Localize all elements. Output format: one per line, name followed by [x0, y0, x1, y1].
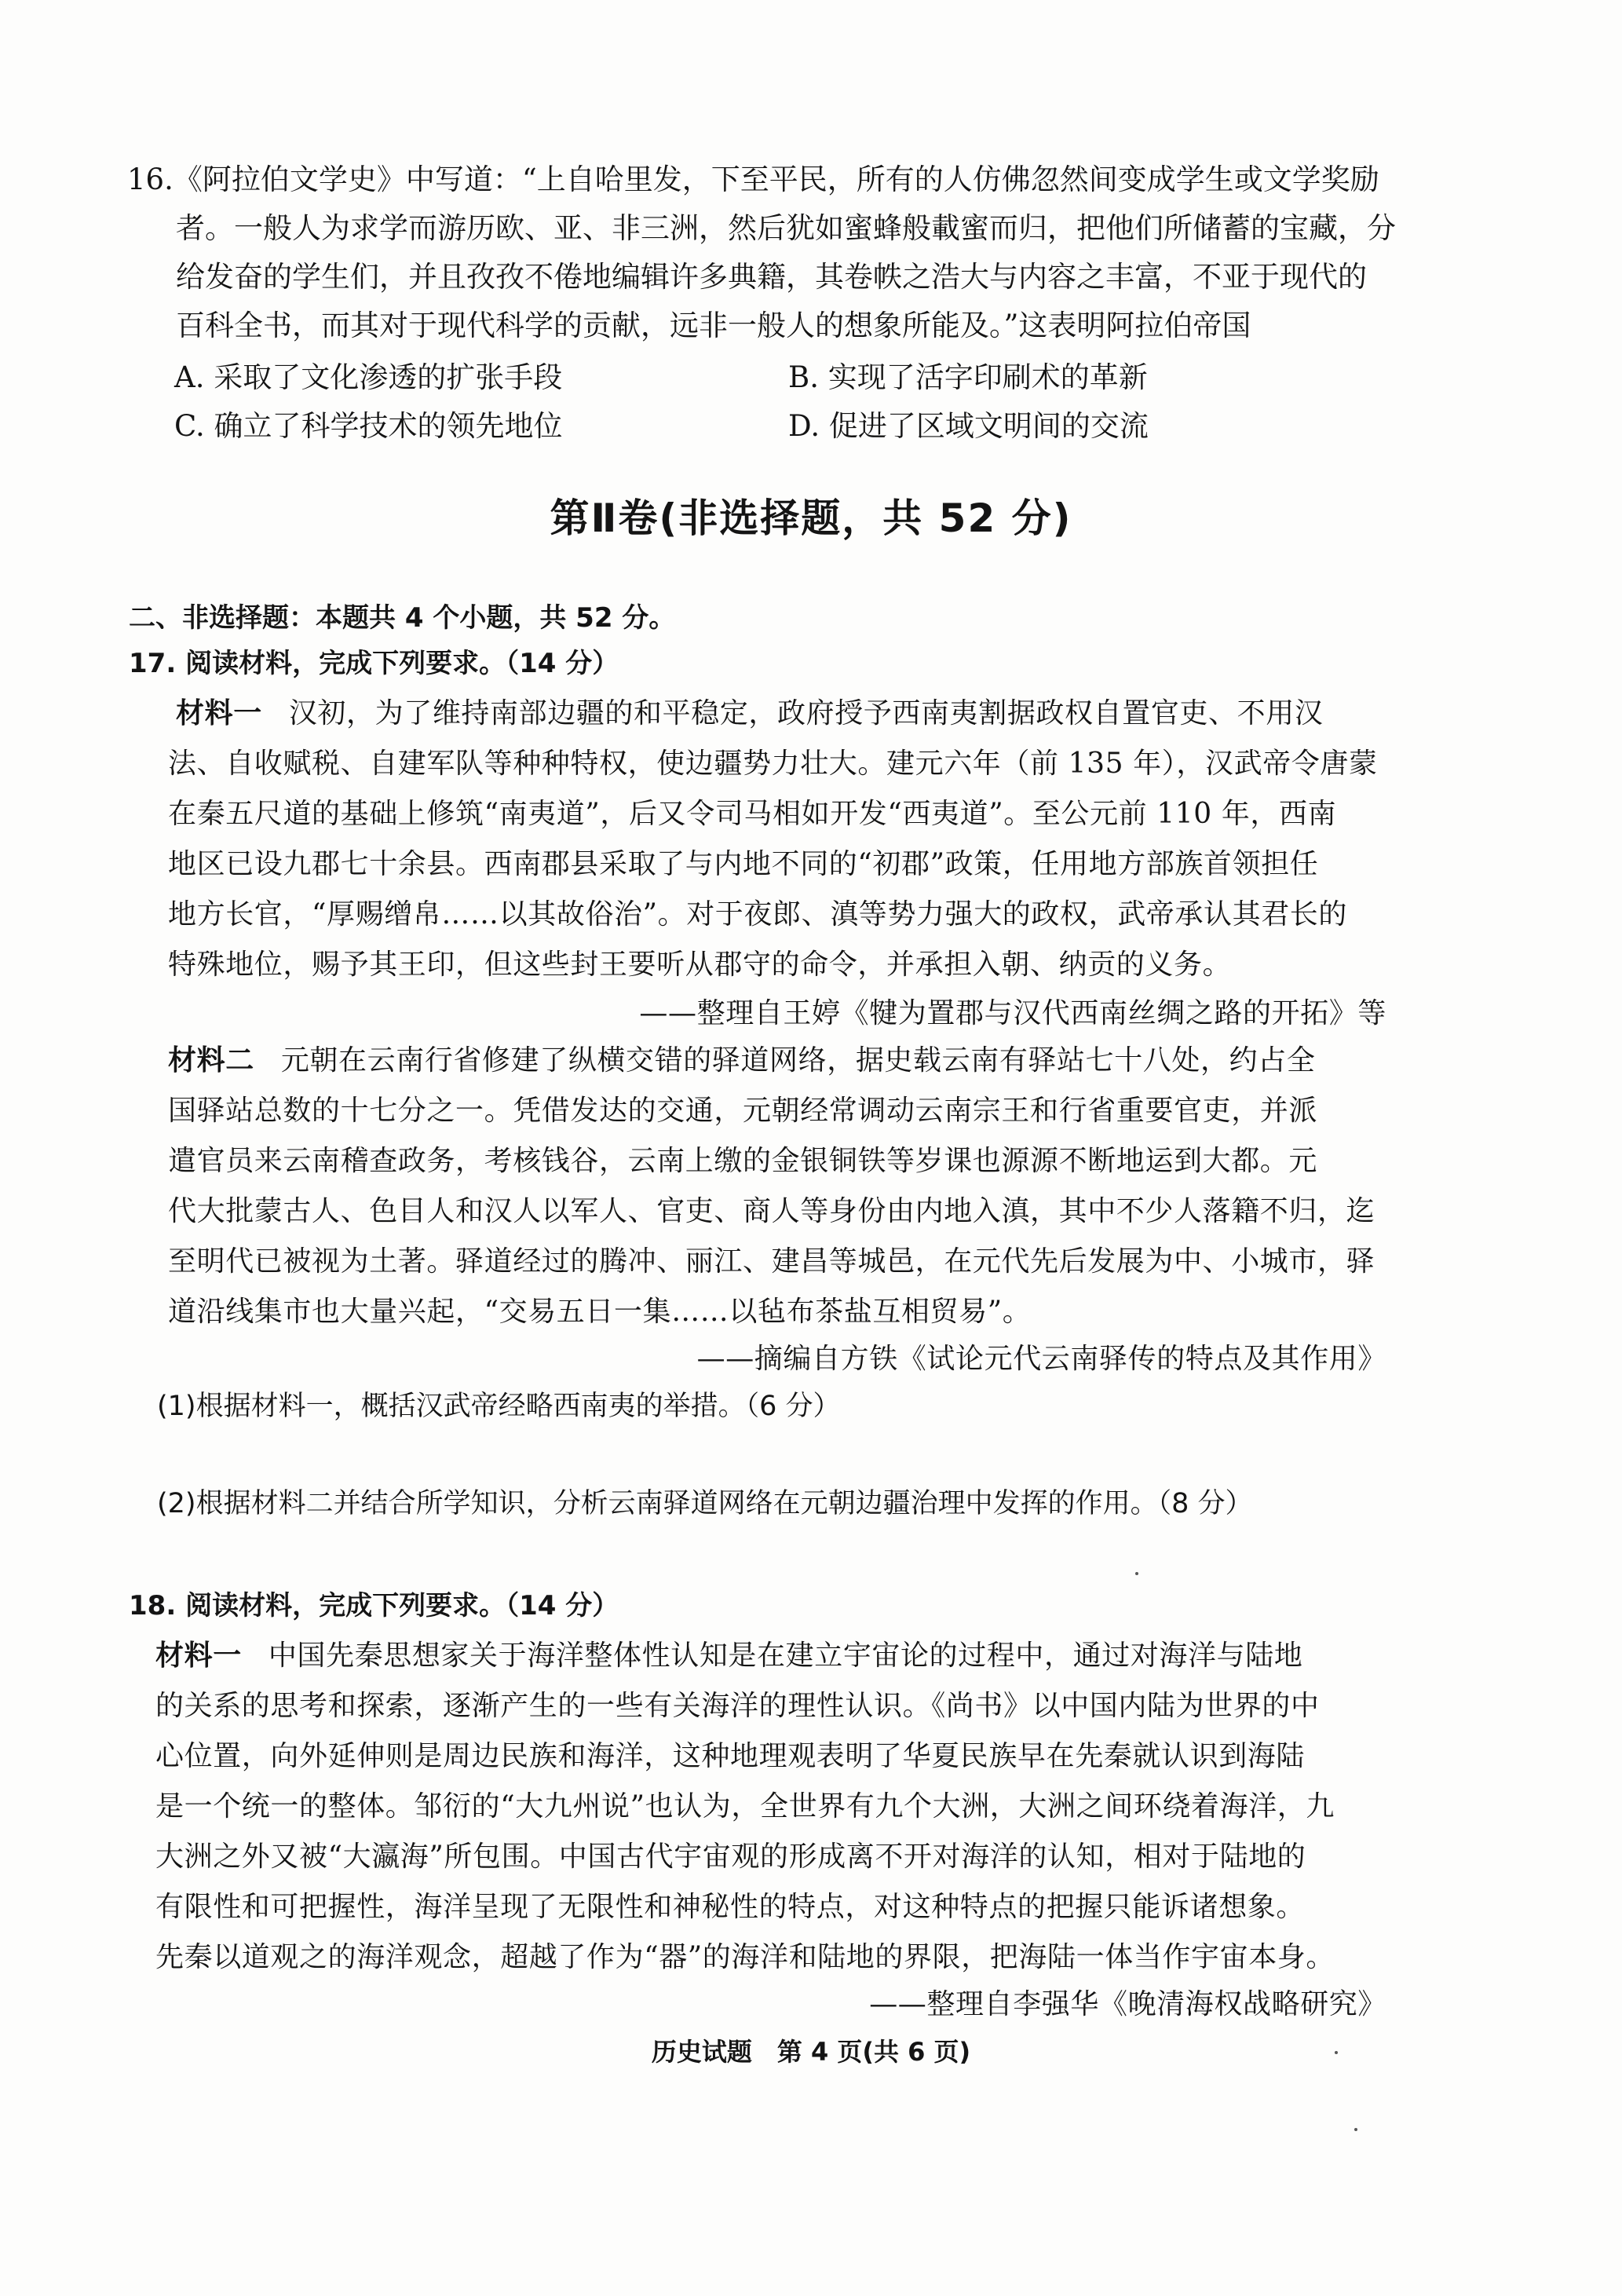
q17-stem: 17. 阅读材料，完成下列要求。（14 分）: [129, 648, 619, 679]
q17-material-1-label: 材料一: [176, 697, 262, 729]
q16-option-b: B. 实现了活字印刷术的革新: [788, 360, 1148, 394]
q16-line-3: 给发奋的学生们，并且孜孜不倦地编辑许多典籍，其卷帙之浩大与内容之丰富，不亚于现代的: [176, 260, 1367, 294]
q18-m1-line-5: 大洲之外又被“大瀛海”所包围。中国古代宇宙观的形成离不开对海洋的认知，相对于陆地的: [155, 1841, 1306, 1873]
q17-material-2-first-line: [168, 1038, 1315, 1084]
scan-speck: [1135, 1572, 1138, 1575]
q16-option-c: C. 确立了科学技术的领先地位: [174, 409, 563, 443]
q18-m1-line-1: 中国先秦思想家关于海洋整体性认知是在建立宇宙论的过程中，通过对海洋与陆地: [268, 1640, 1303, 1672]
q17-m2-line-5: 至明代已被视为土著。驿道经过的腾冲、丽江、建昌等城邑，在元代先后发展为中、小城市，驿: [168, 1245, 1375, 1278]
q16-line-2: 者。一般人为求学而游历欧、亚、非三洲，然后犹如蜜蜂般載蜜而归，把他们所储蓄的宝藏，分: [176, 211, 1396, 245]
q17-m2-line-4: 代大批蒙古人、色目人和汉人以军人、官吏、商人等身份由内地入滇，其中不少人落籍不归，迄: [168, 1195, 1375, 1227]
q16-option-d: D. 促进了区域文明间的交流: [788, 409, 1149, 443]
q16-option-a: A. 采取了文化渗透的扩张手段: [174, 360, 563, 394]
q17-m1-line-3: 在秦五尺道的基础上修筑“南夷道”，后又令司马相如开发“西夷道”。至公元前 110 年，西南: [168, 798, 1337, 830]
q18-m1-line-4: 是一个统一的整体。邹衍的“大九州说”也认为，全世界有九个大洲，大洲之间环绕着海洋，九: [155, 1790, 1335, 1823]
q18-material-1-source: ——整理自李强华《晚清海权战略研究》: [869, 1988, 1386, 2020]
q18-m1-line-7: 先秦以道观之的海洋观念，超越了作为“器”的海洋和陆地的界限，把海陆一体当作宇宙本身。: [155, 1941, 1335, 1973]
q17-m2-line-6: 道沿线集市也大量兴起，“交易五日一集……以毡布茶盐互相贸易”。: [168, 1296, 1032, 1328]
q18-material-1-first-line: [155, 1633, 1302, 1679]
q17-m2-line-3: 遣官员来云南稽查政务，考核钱谷，云南上缴的金银铜铁等岁课也源源不断地运到大都。元: [168, 1145, 1318, 1177]
q18-m1-line-6: 有限性和可把握性，海洋呈现了无限性和神秘性的特点，对这种特点的把握只能诉诸想象。: [155, 1891, 1306, 1923]
q18-m1-line-3: 心位置，向外延伸则是周边民族和海洋，这种地理观表明了华夏民族早在先秦就认识到海陆: [155, 1740, 1306, 1772]
section-subtitle: 二、非选择题：本题共 4 个小题，共 52 分。: [129, 602, 676, 634]
q16-line-4: 百科全书，而其对于现代科学的贡献，远非一般人的想象所能及。”这表明阿拉伯帝国: [176, 309, 1251, 342]
scan-speck: [1335, 2051, 1338, 2054]
q18-material-1-label: 材料一: [155, 1640, 242, 1672]
q16-line-1: 16.《阿拉伯文学史》中写道：“上自哈里发，下至平民，所有的人仿佛忽然间变成学生或文学奖励: [127, 163, 1379, 196]
q17-subquestion-1: (1)根据材料一，概括汉武帝经略西南夷的举措。（6 分）: [157, 1391, 841, 1422]
page-footer: 历史试题 第 4 页(共 6 页): [651, 2037, 971, 2067]
q18-m1-line-2: 的关系的思考和探索，逐渐产生的一些有关海洋的理性认识。《尚书》以中国内陆为世界的中: [155, 1690, 1320, 1722]
section-title: 第Ⅱ卷(非选择题，共 52 分): [550, 495, 1072, 541]
q17-material-1-source: ——整理自王婷《犍为置郡与汉代西南丝绸之路的开拓》等: [639, 997, 1386, 1029]
q17-m1-line-4: 地区已设九郡七十余县。西南郡县采取了与内地不同的“初郡”政策，任用地方部族首领担任: [168, 848, 1319, 880]
q17-m2-line-2: 国驿站总数的十七分之一。凭借发达的交通，元朝经常调动云南宗王和行省重要官吏，并派: [168, 1095, 1318, 1127]
scan-speck: [1354, 2128, 1357, 2131]
q17-subquestion-2: (2)根据材料二并结合所学知识，分析云南驿道网络在元朝边疆治理中发挥的作用。（8 分）: [157, 1488, 1253, 1519]
q17-material-2-source: ——摘编自方铁《试论元代云南驿传的特点及其作用》: [696, 1343, 1386, 1375]
q17-material-2-label: 材料二: [168, 1044, 254, 1077]
q17-m1-line-2: 法、自收赋税、自建军队等种种特权，使边疆势力壮大。建元六年（前 135 年），汉武帝令唐蒙: [168, 748, 1378, 780]
q17-m1-line-5: 地方长官，“厚赐缯帛……以其故俗治”。对于夜郎、滇等势力强大的政权，武帝承认其君长的: [168, 898, 1348, 930]
q17-m1-line-1: 汉初，为了维持南部边疆的和平稳定，政府授予西南夷割据政权自置官吏、不用汉: [288, 697, 1324, 729]
q18-stem: 18. 阅读材料，完成下列要求。（14 分）: [129, 1590, 619, 1621]
q17-material-1-first-line: [176, 691, 1323, 737]
q17-m2-line-1: 元朝在云南行省修建了纵横交错的驿道网络，据史载云南有驿站七十八处，约占全: [280, 1044, 1316, 1077]
q17-m1-line-6: 特殊地位，赐予其王印，但这些封王要听从郡守的命令，并承担入朝、纳贡的义务。: [168, 949, 1232, 981]
